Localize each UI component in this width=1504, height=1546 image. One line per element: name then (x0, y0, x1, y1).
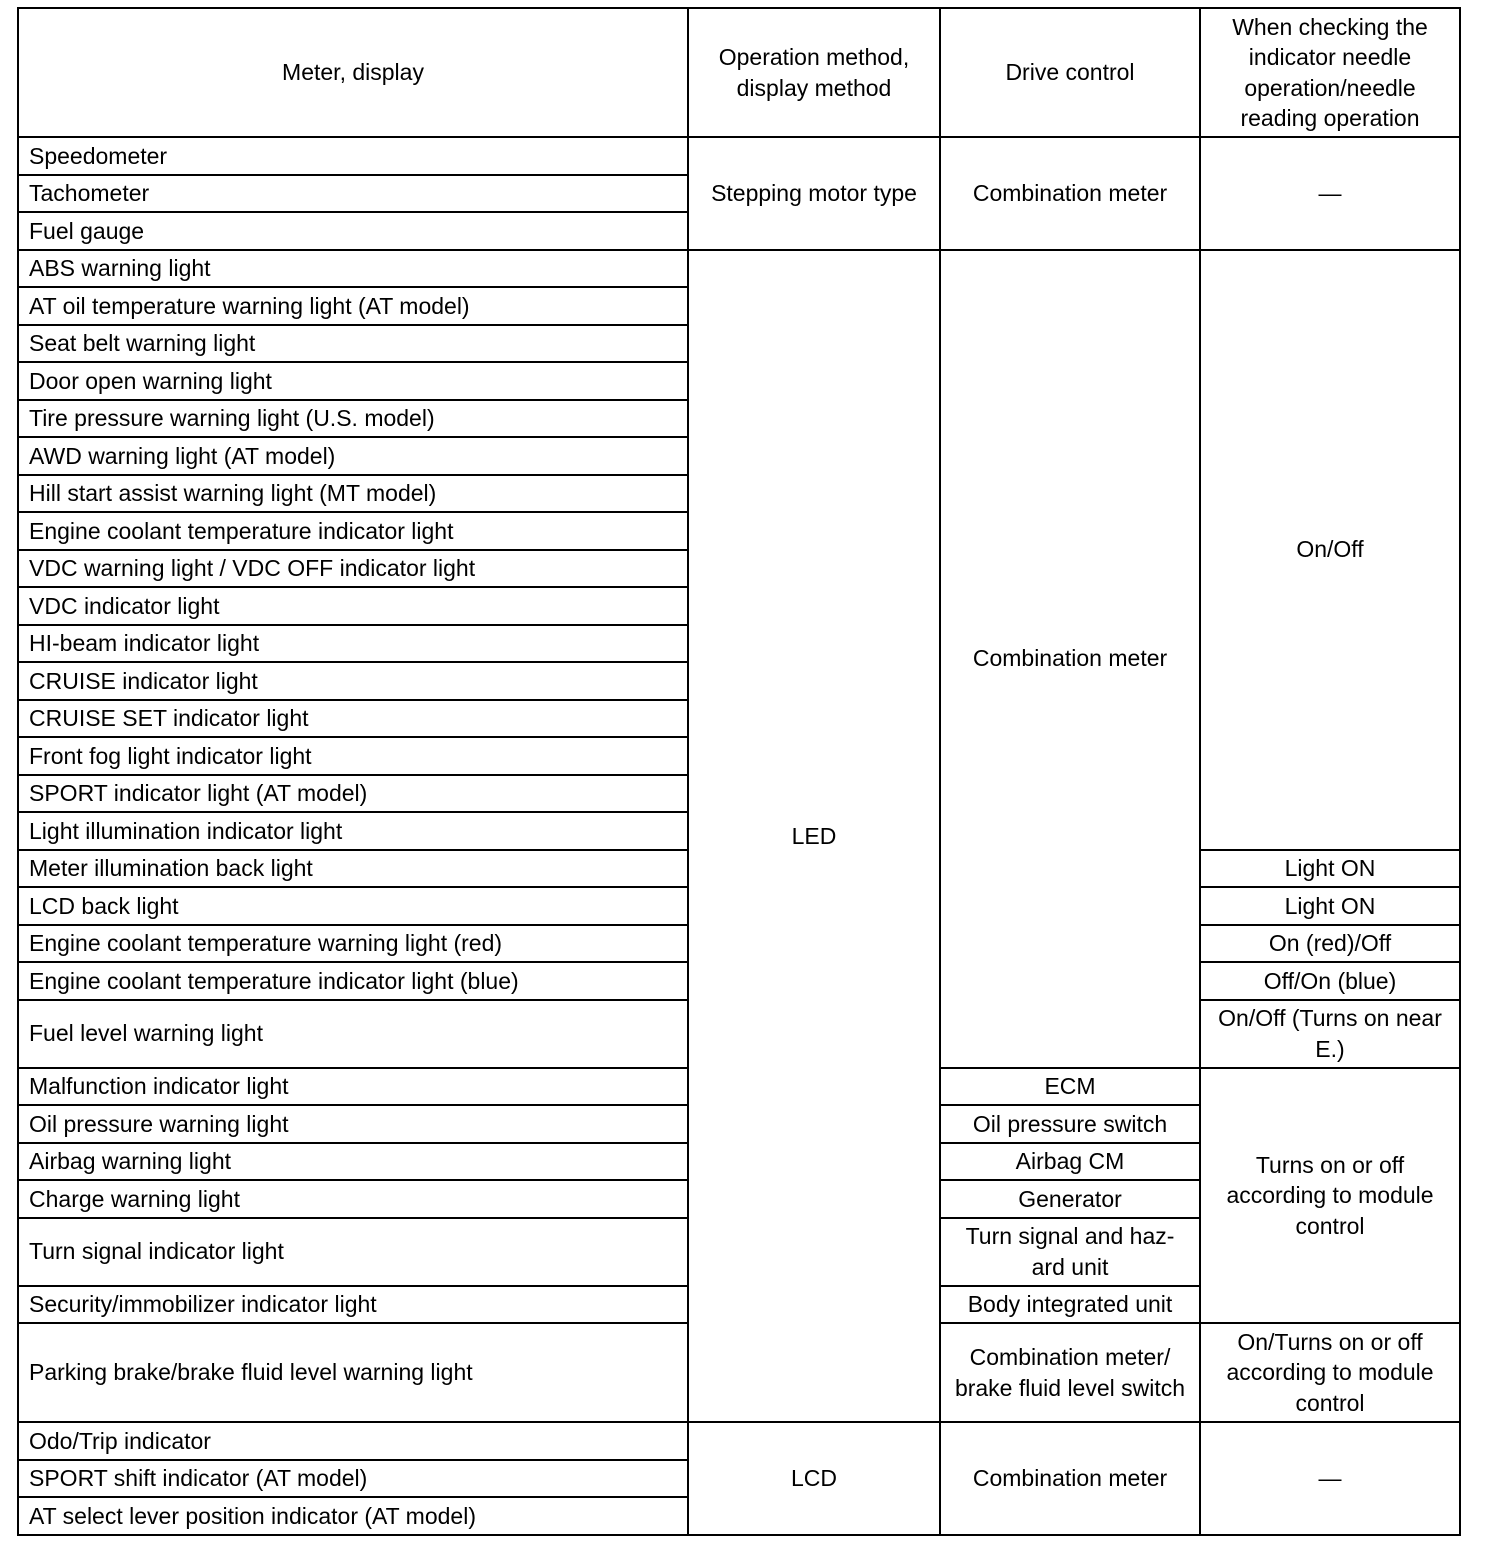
meter-cell: Airbag warning light (18, 1143, 688, 1181)
drive-generator: Generator (940, 1180, 1200, 1218)
meter-cell: Hill start assist warning light (MT model) (18, 475, 688, 513)
operation-lcd: LCD (688, 1422, 940, 1535)
meter-cell: SPORT indicator light (AT model) (18, 775, 688, 813)
indicator-table (17, 7, 1461, 1536)
header-drive: Drive control (940, 8, 1200, 137)
drive-combination-brake-switch: Combination meter/ brake fluid level switch (940, 1323, 1200, 1422)
operation-led: LED (688, 250, 940, 1423)
checking-on-red-off: On (red)/Off (1200, 925, 1460, 963)
drive-combination-meter: Combination meter (940, 137, 1200, 250)
drive-body-integrated-unit: Body integrated unit (940, 1286, 1200, 1324)
meter-cell: VDC warning light / VDC OFF indicator light (18, 550, 688, 588)
checking-light-on: Light ON (1200, 887, 1460, 925)
header-operation: Operation method, display method (688, 8, 940, 137)
checking-on-off: On/Off (1200, 250, 1460, 850)
meter-cell: VDC indicator light (18, 587, 688, 625)
meter-cell: Malfunction indicator light (18, 1068, 688, 1106)
meter-cell: Tire pressure warning light (U.S. model) (18, 400, 688, 438)
meter-cell: Oil pressure warning light (18, 1105, 688, 1143)
meter-cell: Engine coolant temperature indicator light (18, 512, 688, 550)
operation-stepping: Stepping motor type (688, 137, 940, 250)
header-checking: When checking the indicator needle operation/needle reading operation (1200, 8, 1460, 137)
drive-combination-meter: Combination meter (940, 250, 1200, 1068)
drive-ecm: ECM (940, 1068, 1200, 1106)
meter-cell: AT select lever position indicator (AT model) (18, 1497, 688, 1535)
meter-cell: Meter illumination back light (18, 850, 688, 888)
checking-dash: — (1200, 137, 1460, 250)
drive-airbag-cm: Airbag CM (940, 1143, 1200, 1181)
meter-cell: Door open warning light (18, 362, 688, 400)
drive-turn-signal-unit: Turn signal and haz-ard unit (940, 1218, 1200, 1286)
meter-cell: Parking brake/brake fluid level warning light (18, 1323, 688, 1422)
table-row (18, 137, 1460, 175)
table-row (18, 250, 1460, 288)
drive-combination-meter: Combination meter (940, 1422, 1200, 1535)
meter-cell: Turn signal indicator light (18, 1218, 688, 1286)
meter-cell: Engine coolant temperature indicator light (blue) (18, 962, 688, 1000)
meter-cell: Engine coolant temperature warning light (red) (18, 925, 688, 963)
checking-off-on-blue: Off/On (blue) (1200, 962, 1460, 1000)
meter-cell: AWD warning light (AT model) (18, 437, 688, 475)
meter-cell: CRUISE SET indicator light (18, 700, 688, 738)
checking-module-control: Turns on or off according to module control (1200, 1068, 1460, 1324)
meter-cell: Light illumination indicator light (18, 812, 688, 850)
meter-cell: AT oil temperature warning light (AT model) (18, 287, 688, 325)
checking-on-module-control: On/Turns on or off according to module control (1200, 1323, 1460, 1422)
meter-cell: Fuel gauge (18, 212, 688, 250)
meter-cell: Security/immobilizer indicator light (18, 1286, 688, 1324)
meter-cell: LCD back light (18, 887, 688, 925)
meter-cell: Odo/Trip indicator (18, 1422, 688, 1460)
meter-cell: CRUISE indicator light (18, 662, 688, 700)
checking-fuel-near-e: On/Off (Turns on near E.) (1200, 1000, 1460, 1068)
header-row (18, 8, 1460, 137)
meter-cell: Front fog light indicator light (18, 737, 688, 775)
meter-cell: Tachometer (18, 175, 688, 213)
header-meter: Meter, display (18, 8, 688, 137)
meter-cell: HI-beam indicator light (18, 625, 688, 663)
meter-cell: Speedometer (18, 137, 688, 175)
meter-cell: ABS warning light (18, 250, 688, 288)
meter-cell: Fuel level warning light (18, 1000, 688, 1068)
meter-cell: SPORT shift indicator (AT model) (18, 1460, 688, 1498)
table-row (18, 1422, 1460, 1460)
checking-light-on: Light ON (1200, 850, 1460, 888)
meter-cell: Seat belt warning light (18, 325, 688, 363)
checking-dash: — (1200, 1422, 1460, 1535)
drive-oil-pressure-switch: Oil pressure switch (940, 1105, 1200, 1143)
meter-cell: Charge warning light (18, 1180, 688, 1218)
